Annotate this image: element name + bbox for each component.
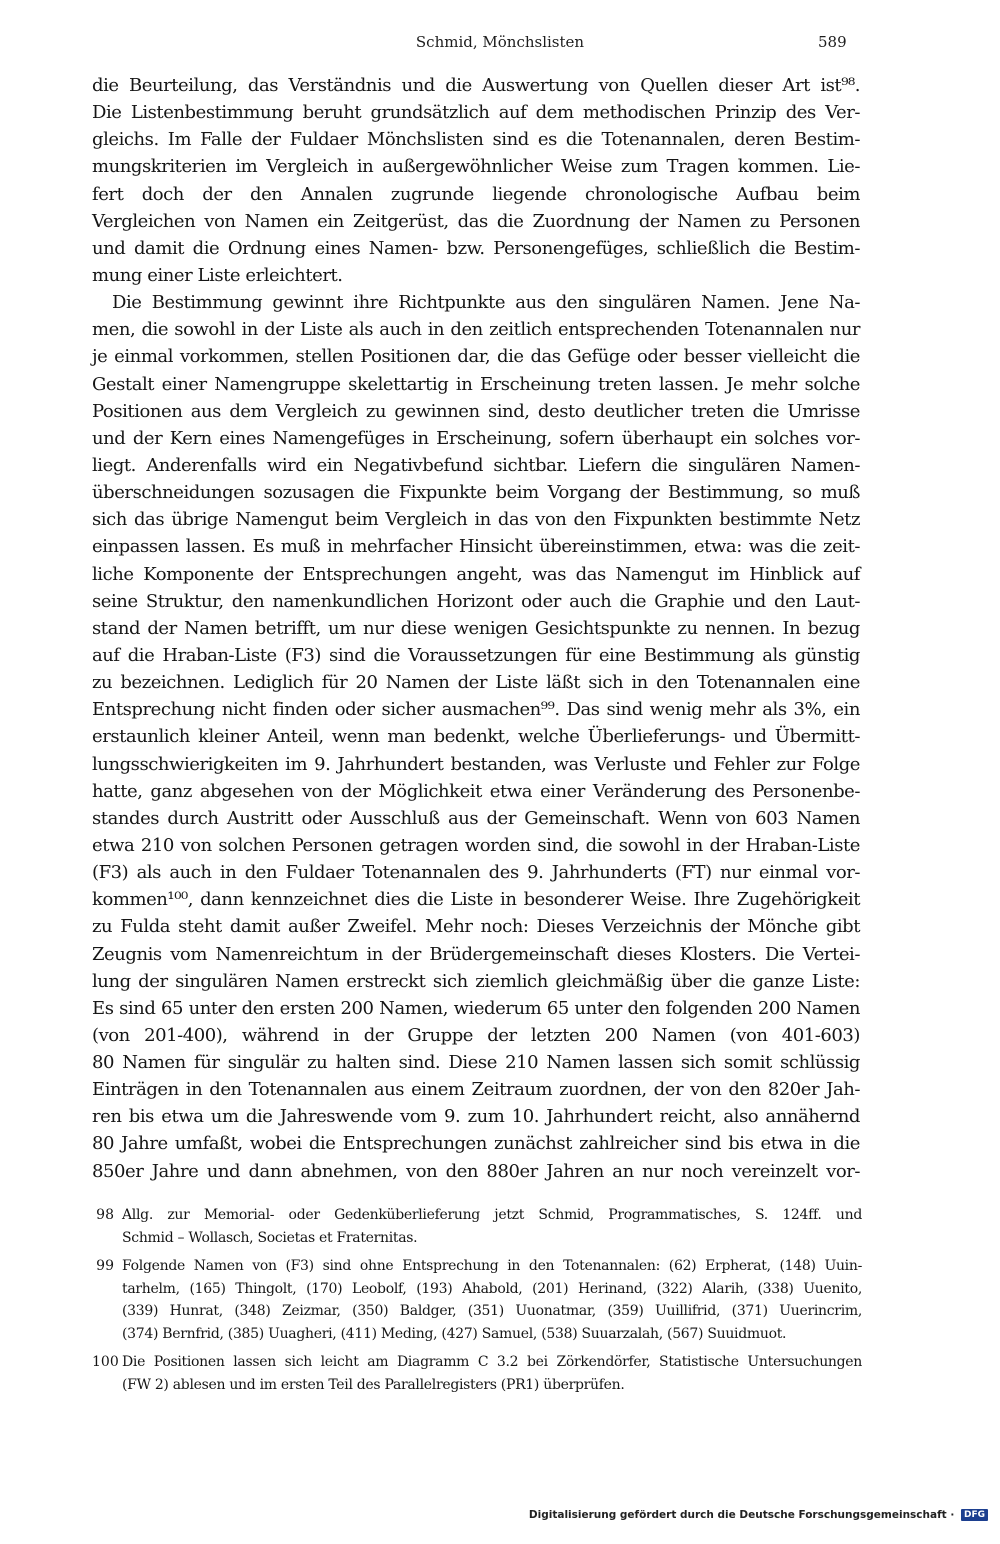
text-line: men, die sowohl in der Liste als auch in den zeitlich entsprechenden Totenannalen nur	[92, 319, 860, 341]
text-line: lungsschwierigkeiten im 9. Jahrhundert bestanden, was Verluste und Fehler zur Folge	[92, 753, 860, 775]
text-line: (von 201-400), während in der Gruppe der letzten 200 Namen (von 401-603)	[92, 1024, 860, 1046]
text-line: stand der Namen betrifft, um nur diese wenigen Gesichtspunkte zu nennen. In bezug	[92, 617, 860, 639]
footnote-line: (339) Hunrat, (348) Zeizmar, (350) Baldger, (351) Uuonatmar, (359) Uuillifrid, (371) Uuerincrim,	[122, 1303, 862, 1319]
text-line: etwa 210 von solchen Personen getragen worden sind, die sowohl in der Hraban-Liste	[92, 834, 860, 856]
text-line: und damit die Ordnung eines Namen- bzw. Personengefüges, schließlich die Bestim-	[92, 237, 860, 259]
text-line: kommen¹⁰⁰, dann kennzeichnet dies die Liste in besonderer Weise. Ihre Zugehörigkeit	[92, 889, 860, 911]
footnote-line: Allg. zur Memorial- oder Gedenküberlieferung jetzt Schmid, Programmatisches, S. 124ff. und	[122, 1207, 862, 1223]
text-line: Vergleichen von Namen ein Zeitgerüst, das die Zuordnung der Namen zu Personen	[92, 210, 860, 232]
text-line: einpassen lassen. Es muß in mehrfacher Hinsicht übereinstimmen, etwa: was die zeit-	[92, 536, 860, 558]
text-line: Einträgen in den Totenannalen aus einem Zeitraum zuordnen, der von den 820er Jah-	[92, 1079, 860, 1101]
dfg-logo-icon: DFG	[961, 1509, 988, 1521]
text-line: je einmal vorkommen, stellen Positionen dar, die das Gefüge oder besser vielleicht die	[92, 346, 860, 368]
text-line: ren bis etwa um die Jahreswende vom 9. zum 10. Jahrhundert reicht, also annähernd	[92, 1106, 860, 1128]
text-line: standes durch Austritt oder Ausschluß aus der Gemeinschaft. Wenn von 603 Namen	[92, 807, 860, 829]
text-line: Die Bestimmung gewinnt ihre Richtpunkte aus den singulären Namen. Jene Na-	[112, 292, 860, 314]
text-line: die Beurteilung, das Verständnis und die Auswertung von Quellen dieser Art ist⁹⁸.	[92, 75, 860, 96]
text-line: hatte, ganz abgesehen von der Möglichkeit etwa einer Veränderung des Personenbe-	[92, 780, 860, 802]
footnote-99	[92, 1255, 862, 1345]
footnote-line: Folgende Namen von (F3) sind ohne Entsprechung in den Totenannalen: (62) Erpherat, (148) Uuin-	[122, 1258, 862, 1274]
text-line: auf die Hraban-Liste (F3) sind die Voraussetzungen für eine Bestimmung als günstig	[92, 644, 860, 666]
text-line: sich das übrige Namengut beim Vergleich in das von den Fixpunkten bestimmte Netz	[92, 509, 860, 531]
text-line: mungskriterien im Vergleich in außergewöhnlicher Weise zum Tragen kommen. Lie-	[92, 156, 860, 178]
text-line: (F3) als auch in den Fuldaer Totenannalen des 9. Jahrhunderts (FT) nur einmal vor-	[92, 862, 860, 884]
text-line: liche Komponente der Entsprechungen angeht, was das Namengut im Hinblick auf	[92, 563, 860, 585]
text-line: liegt. Anderenfalls wird ein Negativbefund sichtbar. Liefern die singulären Namen-	[92, 454, 860, 476]
text-line: Die Listenbestimmung beruht grundsätzlich auf dem methodischen Prinzip des Ver-	[92, 102, 860, 124]
text-line: gleichs. Im Falle der Fuldaer Mönchslisten sind es die Totenannalen, deren Bestim-	[92, 129, 860, 151]
text-line: 850er Jahre und dann abnehmen, von den 880er Jahren an nur noch vereinzelt vor-	[92, 1160, 860, 1182]
footnote-100	[92, 1351, 862, 1396]
footnote-98	[92, 1204, 862, 1249]
text-line: mung einer Liste erleichtert.	[92, 264, 343, 286]
footnote-line: Schmid – Wollasch, Societas et Fraternitas.	[122, 1229, 418, 1246]
text-line: Zeugnis vom Namenreichtum in der Brüdergemeinschaft dieses Klosters. Die Vertei-	[92, 943, 860, 965]
page-number: 589	[818, 33, 847, 51]
footnote-number: 100	[92, 1354, 119, 1370]
text-line: Es sind 65 unter den ersten 200 Namen, wiederum 65 unter den folgenden 200 Namen	[92, 997, 860, 1019]
text-line: fert doch der den Annalen zugrunde liegende chronologische Aufbau beim	[92, 183, 860, 205]
footnote-line: tarhelm, (165) Thingolt, (170) Leobolf, (193) Ahabold, (201) Herinand, (322) Alarih, (338) Uuenito,	[122, 1280, 862, 1297]
footnote-number: 99	[96, 1258, 114, 1274]
text-line: und der Kern eines Namengefüges in Erscheinung, sofern überhaupt ein solches vor-	[92, 427, 860, 449]
footnote-number: 98	[96, 1207, 114, 1223]
main-text	[92, 72, 860, 1185]
text-line: Gestalt einer Namengruppe skelettartig in Erscheinung treten lassen. Je mehr solche	[92, 373, 860, 395]
text-line: überschneidungen sozusagen die Fixpunkte beim Vorgang der Bestimmung, so muß	[92, 482, 860, 504]
footnote-line: (374) Bernfrid, (385) Uuagheri, (411) Meding, (427) Samuel, (538) Suuarzalah, (567) Suuidmuot.	[122, 1325, 787, 1342]
text-line: Positionen aus dem Vergleich zu gewinnen sind, desto deutlicher treten die Umrisse	[92, 400, 860, 422]
text-line: 80 Namen für singulär zu halten sind. Diese 210 Namen lassen sich somit schlüssig	[92, 1052, 860, 1074]
running-header: Schmid, Mönchslisten	[415, 33, 585, 51]
text-line: seine Struktur, den namenkundlichen Horizont oder auch die Graphie und den Laut-	[92, 590, 860, 612]
text-line: lung der singulären Namen erstreckt sich ziemlich gleichmäßig über die ganze Liste:	[92, 970, 860, 992]
credit-text: Digitalisierung gefördert durch die Deutsche Forschungsgemeinschaft ·	[528, 1509, 955, 1521]
footnotes	[92, 1204, 862, 1402]
text-line: Entsprechung nicht finden oder sicher ausmachen⁹⁹. Das sind wenig mehr als 3%, ein	[92, 699, 860, 721]
text-line: erstaunlich kleiner Anteil, wenn man bedenkt, welche Überlieferungs- und Übermitt-	[92, 726, 860, 748]
digitization-credit	[529, 1509, 988, 1521]
text-line: zu Fulda steht damit außer Zweifel. Mehr noch: Dieses Verzeichnis der Mönche gibt	[92, 916, 860, 938]
text-line: zu bezeichnen. Lediglich für 20 Namen der Liste läßt sich in den Totenannalen eine	[92, 672, 860, 694]
footnote-line: Die Positionen lassen sich leicht am Diagramm C 3.2 bei Zörkendörfer, Statistische Untersuchungen	[122, 1354, 862, 1370]
footnote-line: (FW 2) ablesen und im ersten Teil des Parallelregisters (PR1) überprüfen.	[122, 1376, 625, 1393]
text-line: 80 Jahre umfaßt, wobei die Entsprechungen zunächst zahlreicher sind bis etwa in die	[92, 1133, 860, 1155]
